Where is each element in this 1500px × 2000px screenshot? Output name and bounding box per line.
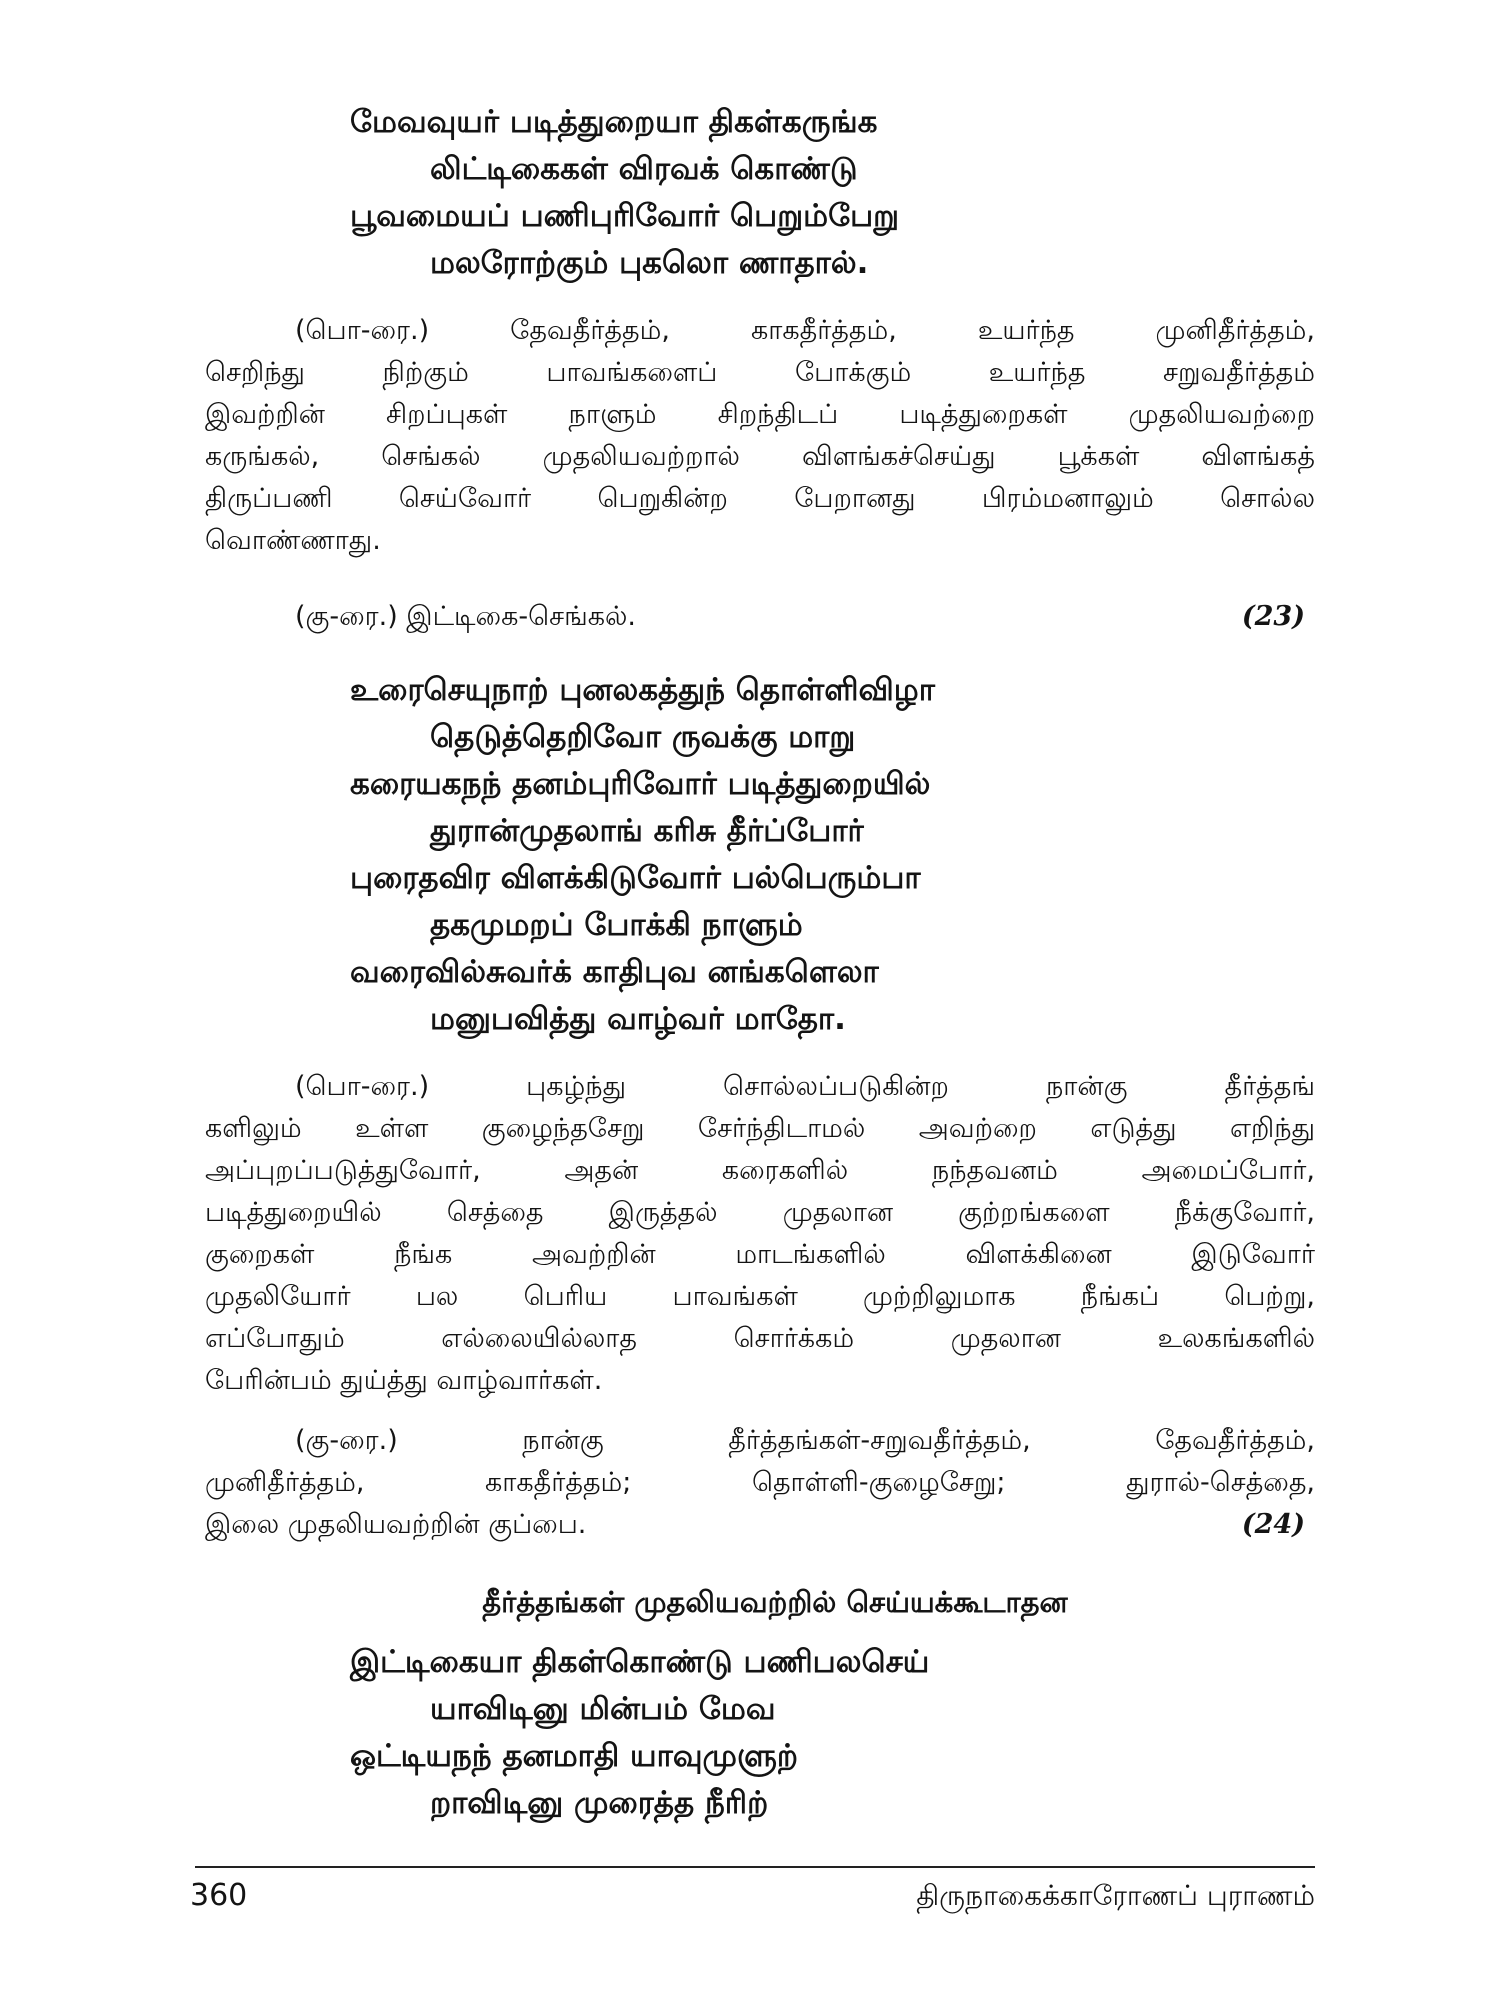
commentary-line: வொண்ணாது. — [205, 525, 381, 556]
verse-line: றாவிடினு முரைத்த நீரிற் — [430, 1785, 769, 1821]
commentary-24 — [205, 1066, 1315, 1402]
verse-line: உரைசெயுநாற் புனலகத்துந் தொள்ளிவிழா — [350, 672, 935, 708]
commentary-line: குறைகள் நீங்க அவற்றின் மாடங்களில் விளக்கினை இடுவோர் — [205, 1239, 1315, 1270]
verse-line: கரையகநந் தனம்புரிவோர் படித்துறையில் — [350, 766, 931, 802]
commentary-line: எப்போதும் எல்லையில்லாத சொர்க்கம் முதலான உலகங்களில் — [205, 1323, 1315, 1354]
commentary-line: பேரின்பம் துய்த்து வாழ்வார்கள். — [205, 1365, 603, 1396]
verse-line: மேவவுயர் படித்துறையா திகள்கருங்க — [350, 104, 878, 140]
commentary-line: களிலும் உள்ள குழைந்தசேறு சேர்ந்திடாமல் அவற்றை எடுத்து எறிந்து — [205, 1113, 1315, 1144]
verse-line: மனுபவித்து வாழ்வர் மாதோ. — [430, 1001, 846, 1037]
verse-number-23: (23) — [1241, 601, 1305, 632]
verse-line: பூவமையப் பணிபுரிவோர் பெறும்பேறு — [350, 198, 900, 234]
verse-line: மலரோற்கும் புகலொ ணாதால். — [430, 245, 869, 281]
verse-line: துரான்முதலாங் கரிசு தீர்ப்போர் — [430, 813, 864, 849]
verse-line: இட்டிகையா திகள்கொண்டு பணிபலசெய் — [350, 1644, 930, 1680]
commentary-line: (பொ-ரை.) புகழ்ந்து சொல்லப்படுகின்ற நான்கு தீர்த்தங் — [295, 1071, 1315, 1102]
commentary-line: (பொ-ரை.) தேவதீர்த்தம், காகதீர்த்தம், உயர்ந்த முனிதீர்த்தம், — [295, 315, 1315, 346]
verse-line: லிட்டிகைகள் விரவக் கொண்டு — [430, 151, 858, 187]
verse-line: தகமுமறப் போக்கி நாளும் — [430, 907, 803, 943]
footer-rule — [195, 1866, 1315, 1868]
verse-line: புரைதவிர விளக்கிடுவோர் பல்பெரும்பா — [350, 860, 921, 896]
commentary-line: செறிந்து நிற்கும் பாவங்களைப் போக்கும் உயர்ந்த சறுவதீர்த்தம் — [205, 357, 1315, 388]
commentary-line: இவற்றின் சிறப்புகள் நாளும் சிறந்திடப் படித்துறைகள் முதலியவற்றை — [205, 399, 1315, 430]
note-23: (கு-ரை.) இட்டிகை-செங்கல். — [295, 601, 636, 632]
note-line: முனிதீர்த்தம், காகதீர்த்தம்; தொள்ளி-குழைசேறு; துரால்-செத்தை, — [205, 1467, 1315, 1498]
commentary-line: திருப்பணி செய்வோர் பெறுகின்ற பேறானது பிரம்மனாலும் சொல்ல — [205, 483, 1315, 514]
page-number: 360 — [190, 1878, 248, 1913]
verse-line: யாவிடினு மின்பம் மேவ — [430, 1691, 776, 1727]
section-heading: தீர்த்தங்கள் முதலியவற்றில் செய்யக்கூடாதன — [482, 1585, 1068, 1619]
commentary-line: படித்துறையில் செத்தை இருத்தல் முதலான குற்றங்களை நீக்குவோர், — [205, 1197, 1315, 1228]
commentary-line: கருங்கல், செங்கல் முதலியவற்றால் விளங்கச்செய்து பூக்கள் விளங்கத் — [205, 441, 1315, 472]
verse-line: தெடுத்தெறிவோ ருவக்கு மாறு — [430, 719, 856, 755]
verse-line: வரைவில்சுவர்க் காதிபுவ னங்களெலா — [350, 954, 879, 990]
commentary-23 — [205, 310, 1315, 562]
commentary-line: முதலியோர் பல பெரிய பாவங்கள் முற்றிலுமாக நீங்கப் பெற்று, — [205, 1281, 1315, 1312]
book-title: திருநாகைக்காரோணப் புராணம் — [916, 1879, 1315, 1912]
verse-number-24: (24) — [1241, 1509, 1305, 1540]
commentary-line: அப்புறப்படுத்துவோர், அதன் கரைகளில் நந்தவனம் அமைப்போர், — [205, 1155, 1315, 1186]
note-line: (கு-ரை.) நான்கு தீர்த்தங்கள்-சறுவதீர்த்தம், தேவதீர்த்தம், — [295, 1425, 1315, 1456]
note-line: இலை முதலியவற்றின் குப்பை. — [205, 1509, 587, 1540]
kurippurai-24 — [205, 1420, 1315, 1546]
verse-line: ஒட்டியநந் தனமாதி யாவுமுளுற் — [350, 1738, 799, 1774]
